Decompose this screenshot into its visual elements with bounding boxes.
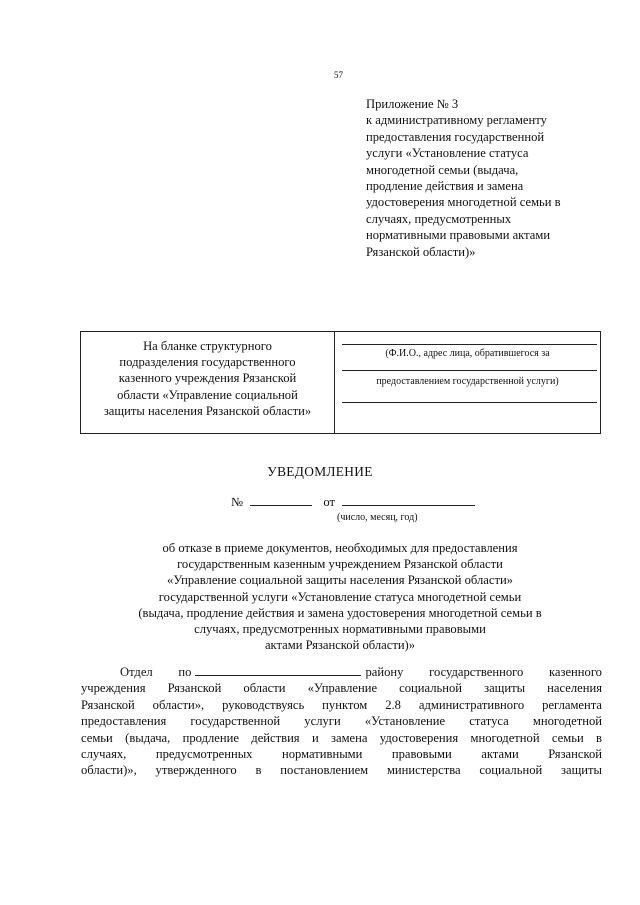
date-field[interactable] [342,494,475,506]
subject-line: государственной услуги «Установление статуса многодетной семьи [158,589,522,604]
appendix-line: удостоверения многодетной семьи в [366,195,561,210]
from-label: от [323,495,335,509]
appendix-line: к административному регламенту [366,113,547,128]
appendix-line: нормативными правовыми актами [366,228,551,243]
recipient-fill-line[interactable] [342,402,597,403]
appendix-line: Приложение № 3 [366,97,459,111]
number-field[interactable] [250,494,312,506]
letterhead-line: подразделения государственного [119,355,296,370]
header-table [80,331,601,434]
appendix-line: продление действия и замена [366,179,524,194]
recipient-cell [335,332,600,433]
appendix-line: услуги «Установление статуса [366,146,529,161]
body-line: учреждения Рязанской области «Управление социальной защиты населения [81,681,602,696]
document-title: УВЕДОМЛЕНИЕ [267,464,373,479]
appendix-line: предоставления государственной [366,129,545,144]
letterhead-line: области «Управление социальной [117,387,298,402]
body-prefix: Отдел по [120,665,192,679]
body-line: области)», утвержденного в постановлением министерства социальной защиты [81,763,602,778]
body-line: Рязанской области», руководствуясь пунктом 2.8 административного регламента [81,697,602,712]
appendix-line: Рязанской области)» [366,244,476,259]
subject-line: «Управление социальной защиты населения Рязанской области» [167,573,513,588]
page-number: 57 [334,70,343,80]
body-line: случаях, предусмотренных нормативными правовыми актами Рязанской [81,747,602,762]
appendix-block [366,96,616,260]
appendix-line: многодетной семьи (выдача, [366,162,519,177]
subject-line: (выдача, продление действия и замена удостоверения многодетной семьи в [138,605,542,620]
subject-line: об отказе в приеме документов, необходимых для предоставления [162,541,518,555]
number-label: № [231,495,244,509]
body-suffix: району государственного казенного [365,665,602,679]
subject-line: случаях, предусмотренных нормативными правовыми [194,622,486,637]
letterhead-line: казенного учреждения Рязанской [118,371,297,386]
subject-line: государственным казенным учреждением Рязанской области [177,557,503,572]
letterhead-line: На бланке структурного [143,339,272,353]
district-field[interactable] [195,664,361,676]
body-paragraph [81,664,602,779]
body-first-line [81,664,602,680]
body-line: предоставления государственной услуги «Установление статуса многодетной [81,714,602,729]
number-date-line [231,494,475,510]
subject-line: актами Рязанской области)» [264,638,416,653]
recipient-caption-1: (Ф.И.О., адрес лица, обратившегося за [385,348,550,359]
recipient-fill-line[interactable] [342,370,597,371]
notice-subject [90,540,590,653]
recipient-fill-line[interactable] [342,344,597,345]
letterhead-line: защиты населения Рязанской области» [103,403,312,418]
recipient-caption-2: предоставлением государственной услуги) [376,376,559,387]
appendix-line: случаях, предусмотренных [366,211,512,226]
body-line: семьи (выдача, продление действия и замена удостоверения многодетной семьи в [81,730,602,745]
date-caption: (число, месяц, год) [337,512,418,523]
letterhead-cell [81,332,335,433]
